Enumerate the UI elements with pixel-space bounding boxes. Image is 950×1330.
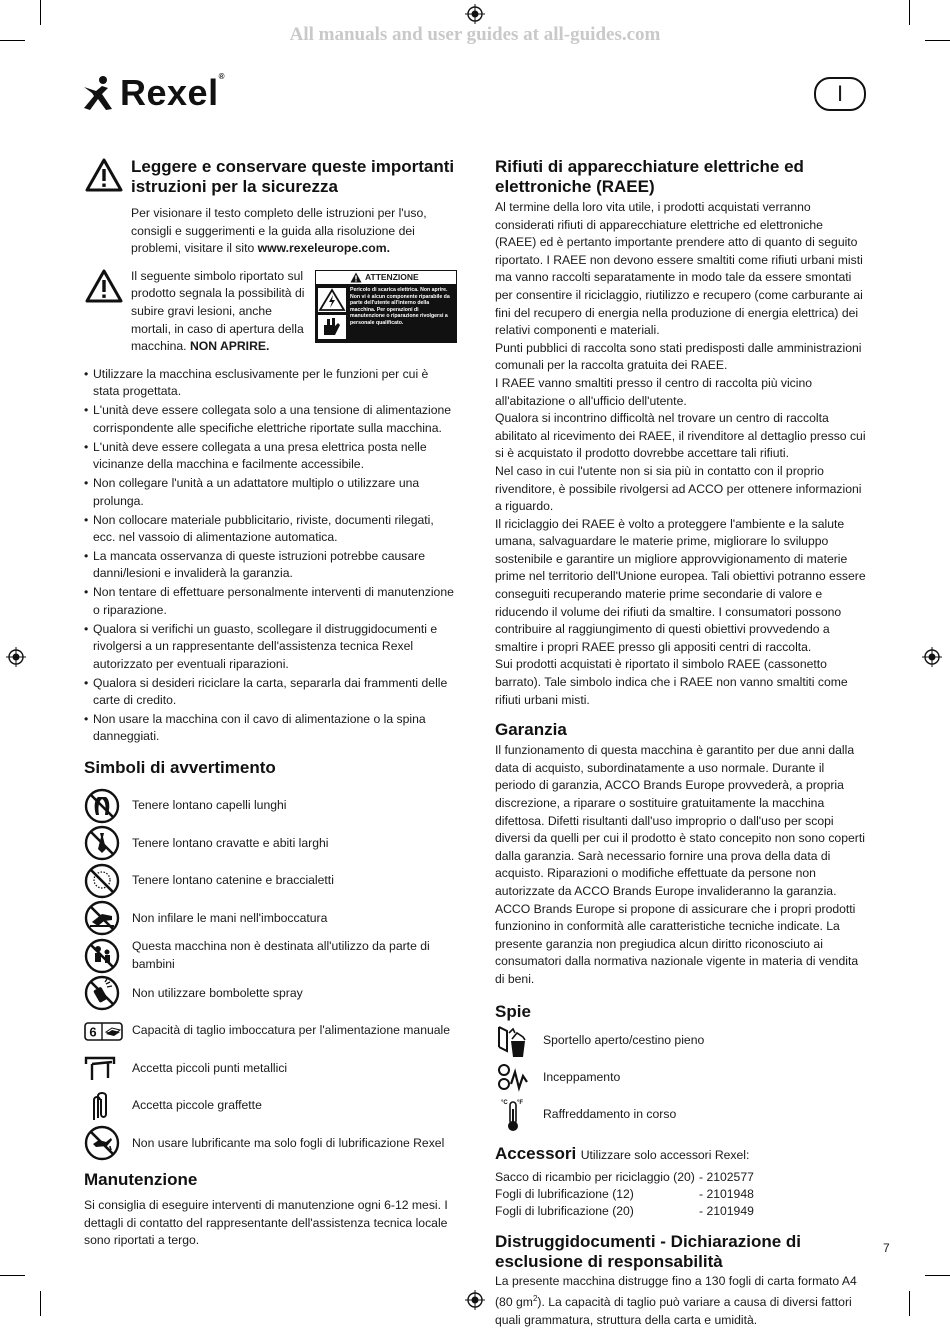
indicator-row xyxy=(495,1060,867,1097)
indicator-label: Raffreddamento in corso xyxy=(543,1107,677,1122)
symbol-list xyxy=(84,787,456,1162)
disclaimer-title: Distruggidocumenti - Dichiarazione di esclusione di responsabilità xyxy=(495,1231,802,1271)
label-text: Pericolo di scarica elettrica. Non aprire. Non vi è alcun componente riparabile da parte dell'utente all'interno della macchina. Per operazioni di manutenzione o riparazione rivolgersi a personale qualificato. xyxy=(350,287,450,326)
warning-triangle-icon xyxy=(350,272,362,283)
paperclip-icon xyxy=(84,1088,120,1124)
warning-text: Il seguente simbolo riportato sul prodotto segnala la possibilità di subire gravi lesioni, anche mortali, in caso di apertura della macchina. NON APRIRE. xyxy=(131,268,305,354)
bullet-list xyxy=(84,366,456,746)
accessory-row xyxy=(495,1203,867,1220)
indicator-label: Inceppamento xyxy=(543,1070,621,1085)
no-long-hair-icon xyxy=(84,788,120,824)
svg-text:°C: °C xyxy=(501,1100,508,1107)
no-hands-icon xyxy=(84,900,120,936)
symbol-row xyxy=(84,1125,456,1163)
safety-intro: Per visionare il testo completo delle istruzioni per l'uso, consigli e suggerimenti e la guida alla risoluzione dei problemi, visitare il sito www.rexeleurope.com. xyxy=(131,206,427,256)
accessory-code: - 2101949 xyxy=(699,1204,754,1219)
language-badge: I xyxy=(814,77,866,111)
safety-bullet: • Non tentare di effettuare personalmente interventi di manutenzione o riparazione. xyxy=(84,584,456,619)
symbol-label: Accetta piccoli punti metallici xyxy=(132,1060,288,1075)
symbol-row xyxy=(84,862,456,900)
label-title: ATTENZIONE xyxy=(365,272,419,282)
symbols-section xyxy=(84,758,456,1162)
symbol-label: Non infilare le mani nell'imboccatura xyxy=(132,910,328,925)
paper-jam-icon xyxy=(495,1060,531,1096)
weee-title: Rifiuti di apparecchiature elettriche ed elettroniche (RAEE) xyxy=(495,157,804,196)
accessory-name: Sacco di ricambio per riciclaggio (20) xyxy=(495,1169,695,1184)
maintenance-text: Si consiglia di eseguire interventi di manutenzione ogni 6-12 mesi. I dettagli di contatto del rappresentante dell'assistenza tecnica locale sono riportati a tergo. xyxy=(84,1198,448,1248)
registration-mark-icon xyxy=(6,647,26,667)
weee-paragraph: Nel caso in cui l'utente non si sia più in contatto con il proprio rivenditore, è possibile rivolgersi ad ACCO per ottenere informazioni a riguardo. xyxy=(495,463,862,514)
crop-mark xyxy=(0,1275,25,1276)
rexel-figure-icon xyxy=(82,75,116,111)
safety-bullet: • Qualora si verifichi un guasto, scollegare il distruggidocumenti e rivolgersi a un rappresentante dell'assistenza tecnica Rexel autorizzato per eventuali riparazioni. xyxy=(84,621,456,673)
symbol-label: Tenere lontano cravatte e abiti larghi xyxy=(132,835,329,850)
no-tie-icon xyxy=(84,825,120,861)
warranty-text: Il funzionamento di questa macchina è garantito per due anni dalla data di acquisto, subordinatamente a uso normale. Durante il periodo di garanzia, ACCO Brands Europe provvederà, a propria discrezione, a riparare o sostituire gratuitamente la macchina difettosa. Difetti risultanti dall'uso improprio o dall'uso per scopi diversi da quelli per cui il prodotto è stato concepito non sono coperti dalla garanzia. Sarà necessario fornire una prova della data di acquisto. Riparazioni o modifiche effettuate da persone non autorizzate da ACCO Brands Europe invalideranno la garanzia. ACCO Brands Europe si propone di assicurare che i propri prodotti funzionino in conformità alle caratteristiche tecniche indicate. La presente garanzia non pregiudica alcun diritto riconosciuto ai consumatori dalla normativa nazionale vigente in materia di vendita di beni. xyxy=(495,743,865,986)
accessory-name: Fogli di lubrificazione (12) xyxy=(495,1186,634,1201)
safety-bullet: • L'unità deve essere collegata solo a una tensione di alimentazione corrispondente alle specifiche elettriche riportate sulla macchina. xyxy=(84,402,456,437)
warning-label xyxy=(315,270,457,343)
no-spray-icon xyxy=(84,975,120,1011)
registration-mark-icon xyxy=(922,647,942,667)
weee-paragraph: Al termine della loro vita utile, i prodotti acquistati verranno considerati rifiuti di apparecchiature elettriche ed elettroniche (RAEE) ed è pertanto importante prendere atto di quanto di seguito riportato. I RAEE non devono essere smaltiti come rifiuti urbani misti ma vanno raccolti separatamente in modo tale da essere smontati per consentire il riciclaggio, riutilizzo e recupero (come carburante ai fini del recupero di energia nella produzione di energia elettrica) dei relativi componenti e materiali. xyxy=(495,200,863,338)
accessories-list xyxy=(495,1169,867,1221)
weee-paragraph: Punti pubblici di raccolta sono stati predisposti dalle amministrazioni comunali per la raccolta gratuita dei RAEE. xyxy=(495,340,862,373)
svg-text:°F: °F xyxy=(517,1100,524,1107)
staple-icon xyxy=(84,1050,120,1086)
safety-bullets xyxy=(84,366,456,747)
safety-bullet: • L'unità deve essere collegata a una presa elettrica posta nelle vicinanze della macchina e facilmente accessibile. xyxy=(84,439,456,474)
crop-mark xyxy=(40,0,41,25)
page-number: 7 xyxy=(883,1241,890,1255)
svg-text:6: 6 xyxy=(89,1024,97,1040)
warranty-title: Garanzia xyxy=(495,720,567,740)
registration-mark-icon xyxy=(465,1290,485,1310)
symbol-row xyxy=(84,1087,456,1125)
maintenance-section xyxy=(84,1170,456,1250)
accessory-code: - 2101948 xyxy=(699,1186,754,1201)
accessory-row xyxy=(495,1186,867,1203)
watermark: All manuals and user guides at all-guides.com xyxy=(289,24,661,45)
accessories-header xyxy=(495,1144,867,1164)
weee-paragraph: I RAEE vanno smaltiti presso il centro di raccolta più vicino all'abitazione o all'ufficio dell'utente. xyxy=(495,375,813,408)
symbol-label: Capacità di taglio imboccatura per l'alimentazione manuale xyxy=(132,1023,451,1038)
warning-triangle-icon xyxy=(84,157,124,193)
electric-shock-icon xyxy=(318,288,346,312)
warning-triangle-icon xyxy=(84,268,124,304)
symbol-row xyxy=(84,1050,456,1088)
indicator-row xyxy=(495,1023,867,1060)
maintenance-title: Manutenzione xyxy=(84,1170,198,1189)
accessories-subtitle: Utilizzare solo accessori Rexel: xyxy=(580,1147,750,1162)
symbol-row xyxy=(84,975,456,1013)
symbol-row xyxy=(84,787,456,825)
disclaimer-text: La presente macchina distrugge fino a 130 fogli di carta formato A4 (80 $gm^2$). La capacità di taglio può variare a causa di diversi fattori quali grammatura, struttura della carta e umidità. xyxy=(495,1273,857,1327)
weee-text xyxy=(495,199,867,709)
door-open-bin-full-icon xyxy=(495,1023,531,1059)
crop-mark xyxy=(925,1275,950,1276)
indicators-title: Spie xyxy=(495,1001,531,1021)
safety-bullet: • La mancata osservanza di queste istruzioni potrebbe causare danni/lesioni e invaliderà la garanzia. xyxy=(84,548,456,583)
indicator-list xyxy=(495,1023,867,1134)
symbol-label: Non utilizzare bombolette spray xyxy=(132,985,303,1000)
symbol-label: Non usare lubrificante ma solo fogli di lubrificazione Rexel xyxy=(132,1135,445,1150)
symbol-label: Tenere lontano capelli lunghi xyxy=(132,798,287,813)
symbols-title: Simboli di avvertimento xyxy=(84,758,276,777)
safety-bullet: • Qualora si desideri riciclare la carta, separarla dai frammenti delle carte di credito. xyxy=(84,675,456,710)
crop-mark xyxy=(909,0,910,25)
accessories-title: Accessori xyxy=(495,1143,577,1163)
no-children-icon xyxy=(84,938,120,974)
symbol-row xyxy=(84,825,456,863)
weee-paragraph: Sui prodotti acquistati è riportato il simbolo RAEE (cassonetto barrato). Tale simbolo indica che i RAEE non vanno smaltiti come rifiuti urbani misti. xyxy=(495,657,848,707)
safety-bullet: • Utilizzare la macchina esclusivamente per le funzioni per cui è stata progettata. xyxy=(84,366,456,401)
right-column xyxy=(495,157,867,1330)
symbol-label: Tenere lontano catenine e braccialetti xyxy=(132,873,334,888)
symbol-label: Questa macchina non è destinata all'utilizzo da parte di bambini xyxy=(132,939,430,971)
indicator-row xyxy=(495,1097,867,1134)
symbol-label: Accetta piccole graffette xyxy=(132,1098,262,1113)
no-jewellery-icon xyxy=(84,863,120,899)
brand-name: Rexel® xyxy=(120,72,225,113)
accessory-name: Fogli di lubrificazione (20) xyxy=(495,1204,634,1219)
safety-bullet: • Non usare la macchina con il cavo di alimentazione o la spina danneggiati. xyxy=(84,711,456,746)
weee-paragraph: Qualora si incontrino difficoltà nel trovare un centro di raccolta abilitato al ricevimento dei RAEE, il rivenditore al dettaglio presso cui si è acquistato il prodotto dovrebbe accettare tali rifiuti. xyxy=(495,411,866,461)
accessory-code: - 2102577 xyxy=(699,1169,754,1184)
accessory-row xyxy=(495,1169,867,1186)
hand-shock-icon xyxy=(318,315,346,339)
symbol-row xyxy=(84,1012,456,1050)
registration-mark-icon xyxy=(465,4,485,24)
symbol-row xyxy=(84,937,456,975)
website-link[interactable]: www.rexeleurope.com. xyxy=(257,241,390,256)
thermometer-icon xyxy=(495,1097,531,1133)
weee-paragraph: Il riciclaggio dei RAEE è volto a proteggere l'ambiente e la salute umana, salvaguardare le materie prime, migliorare lo sviluppo sostenibile e garantire un migliore approvvigionamento di materie prime nel territorio dell'Unione europea. Tali obiettivi potranno essere conseguiti recuperando materie prime secondarie di valore e riducendo il volume dei rifiuti da smaltire. I consumatori possono contribuire al raggiungimento di questi obiettivi provvedendo a smaltire i propri RAEE presso gli appositi centri di raccolta. xyxy=(495,516,866,654)
brand-logo xyxy=(82,72,225,114)
no-oil-icon xyxy=(84,1125,120,1161)
indicator-label: Sportello aperto/cestino pieno xyxy=(543,1033,705,1048)
safety-bullet: • Non collegare l'unità a un adattatore multiplo o utilizzare una prolunga. xyxy=(84,475,456,510)
crop-mark xyxy=(909,1291,910,1316)
symbol-row xyxy=(84,900,456,938)
safety-header xyxy=(84,157,456,258)
crop-mark xyxy=(40,1291,41,1316)
safety-title: Leggere e conservare queste importanti istruzioni per la sicurezza xyxy=(131,157,455,196)
sheet-capacity-icon xyxy=(84,1013,124,1049)
safety-bullet: • Non collocare materiale pubblicitario, riviste, documenti rilegati, ecc. nel vassoio di alimentazione automatica. xyxy=(84,512,456,547)
